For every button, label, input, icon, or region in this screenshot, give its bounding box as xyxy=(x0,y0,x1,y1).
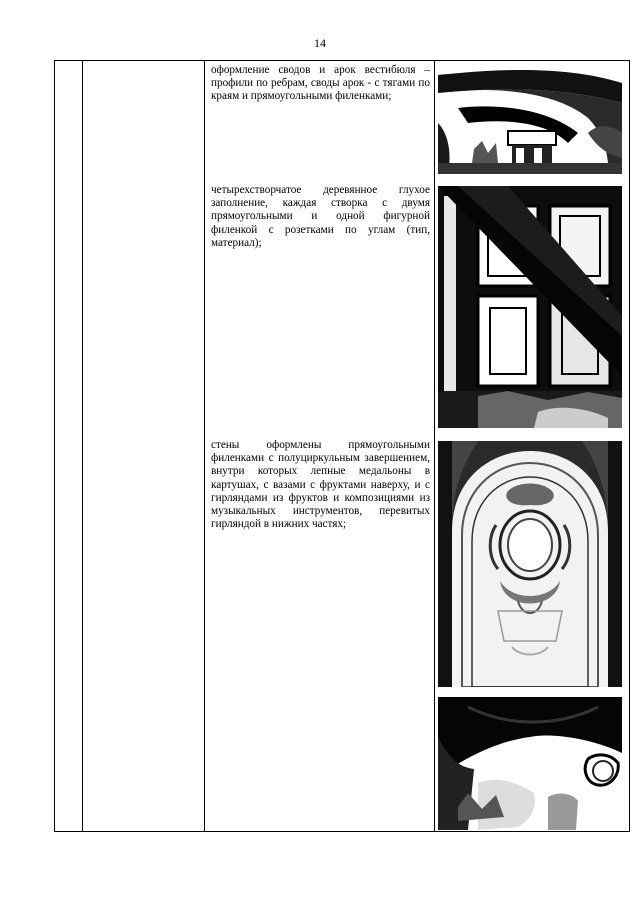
table-right-border xyxy=(629,60,630,832)
page-number: 14 xyxy=(314,36,326,50)
ceiling-vault-photo xyxy=(438,697,622,830)
column-divider-2 xyxy=(204,60,205,832)
table-left-border xyxy=(54,60,55,832)
column-divider-3 xyxy=(434,60,435,832)
row-2-description: четырехстворчатое деревянное глухое заполнение, каждая створка с двумя прямоугольными и одной фигурной филенкой с розетками по углам (тип, материал); xyxy=(211,184,430,249)
row-3-description: стены оформлены прямоугольными филенками с полуциркульным завершением, внутри которых лепные медальоны в картушах, с вазами с фруктами наверху, и с гирляндами из фруктов и композициями из музыкальных инструментов, перевитых гирляндой в нижних частях; xyxy=(211,439,430,531)
row-1-description: оформление сводов и арок вестибюля – профили по ребрам, своды арок - с тягами по краям и прямоугольными филенками; xyxy=(211,64,430,103)
vaulted-arch-photo xyxy=(438,63,622,174)
stucco-medallion-photo xyxy=(438,441,622,687)
wooden-door-photo xyxy=(438,186,622,428)
table-bottom-border xyxy=(54,831,630,832)
table-top-border xyxy=(54,60,630,61)
column-divider-1 xyxy=(82,60,83,832)
